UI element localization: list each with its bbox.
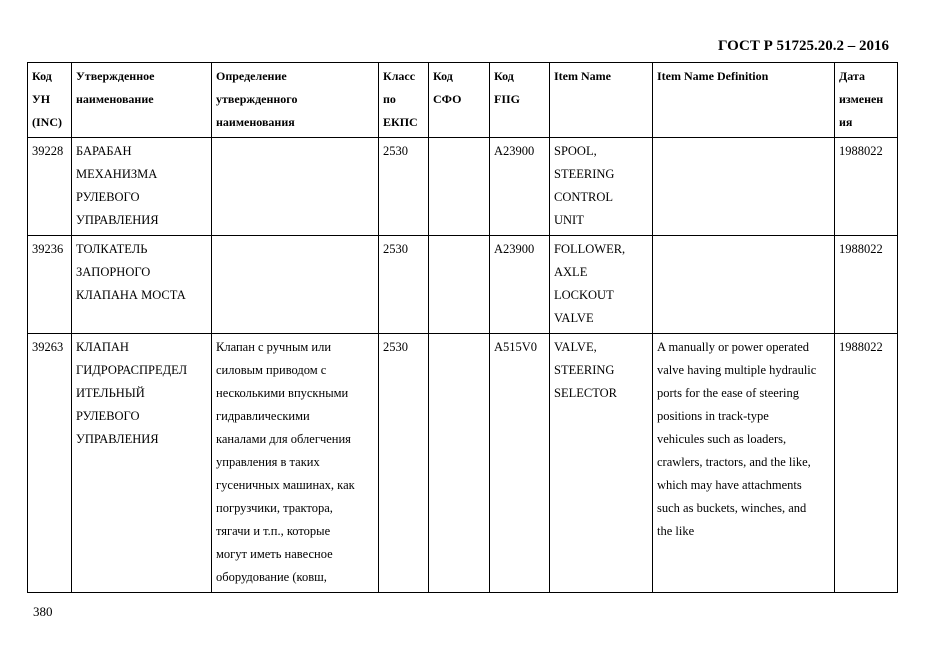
cell-fiig: A23900 [490,236,550,334]
cell-fiig: A515V0 [490,334,550,593]
cell-class: 2530 [379,138,429,236]
cell-inc: 39263 [28,334,72,593]
cell-sfo [429,138,490,236]
table-row [28,138,898,236]
cell-definition [212,236,379,334]
cell-fiig: A23900 [490,138,550,236]
cell-date: 1988022 [835,236,898,334]
cell-item-name: VALVE, STEERING SELECTOR [550,334,653,593]
col-header-class: Класс по ЕКПС [379,63,429,138]
table-header-row [28,63,898,138]
cell-class: 2530 [379,334,429,593]
cell-definition: Клапан с ручным или силовым приводом с несколькими впускными гидравлическими каналами для облегчения управления в таких гусеничных машинах, как погрузчики, трактора, тягачи и т.п., которые могут иметь навесное оборудование (ковш, [212,334,379,593]
col-header-sfo: Код СФО [429,63,490,138]
col-header-item-definition: Item Name Definition [653,63,835,138]
cell-item-definition: A manually or power operated valve having multiple hydraulic ports for the ease of steering positions in track-type vehicules such as loaders, crawlers, tractors, and the like, which may have attachments such as buckets, winches, and the like [653,334,835,593]
table-row [28,236,898,334]
cell-item-definition [653,236,835,334]
col-header-approved-name: Утвержденное наименование [72,63,212,138]
cell-definition [212,138,379,236]
cell-inc: 39228 [28,138,72,236]
col-header-definition: Определение утвержденного наименования [212,63,379,138]
col-header-fiig: Код FIIG [490,63,550,138]
cell-approved-name: БАРАБАН МЕХАНИЗМА РУЛЕВОГО УПРАВЛЕНИЯ [72,138,212,236]
cell-item-name: FOLLOWER, AXLE LOCKOUT VALVE [550,236,653,334]
cell-inc: 39236 [28,236,72,334]
cell-class: 2530 [379,236,429,334]
page-number: 380 [33,604,53,619]
col-header-inc: Код УН (INC) [28,63,72,138]
col-header-item-name: Item Name [550,63,653,138]
cell-date: 1988022 [835,334,898,593]
cell-approved-name: КЛАПАН ГИДРОРАСПРЕДЕЛ ИТЕЛЬНЫЙ РУЛЕВОГО УПРАВЛЕНИЯ [72,334,212,593]
cell-sfo [429,334,490,593]
cell-date: 1988022 [835,138,898,236]
cell-approved-name: ТОЛКАТЕЛЬ ЗАПОРНОГО КЛАПАНА МОСТА [72,236,212,334]
cell-item-definition [653,138,835,236]
table-row [28,334,898,593]
col-header-date: Дата изменен ия [835,63,898,138]
cell-item-name: SPOOL, STEERING CONTROL UNIT [550,138,653,236]
document-title: ГОСТ Р 51725.20.2 – 2016 [717,38,889,54]
items-table [27,62,898,593]
cell-sfo [429,236,490,334]
